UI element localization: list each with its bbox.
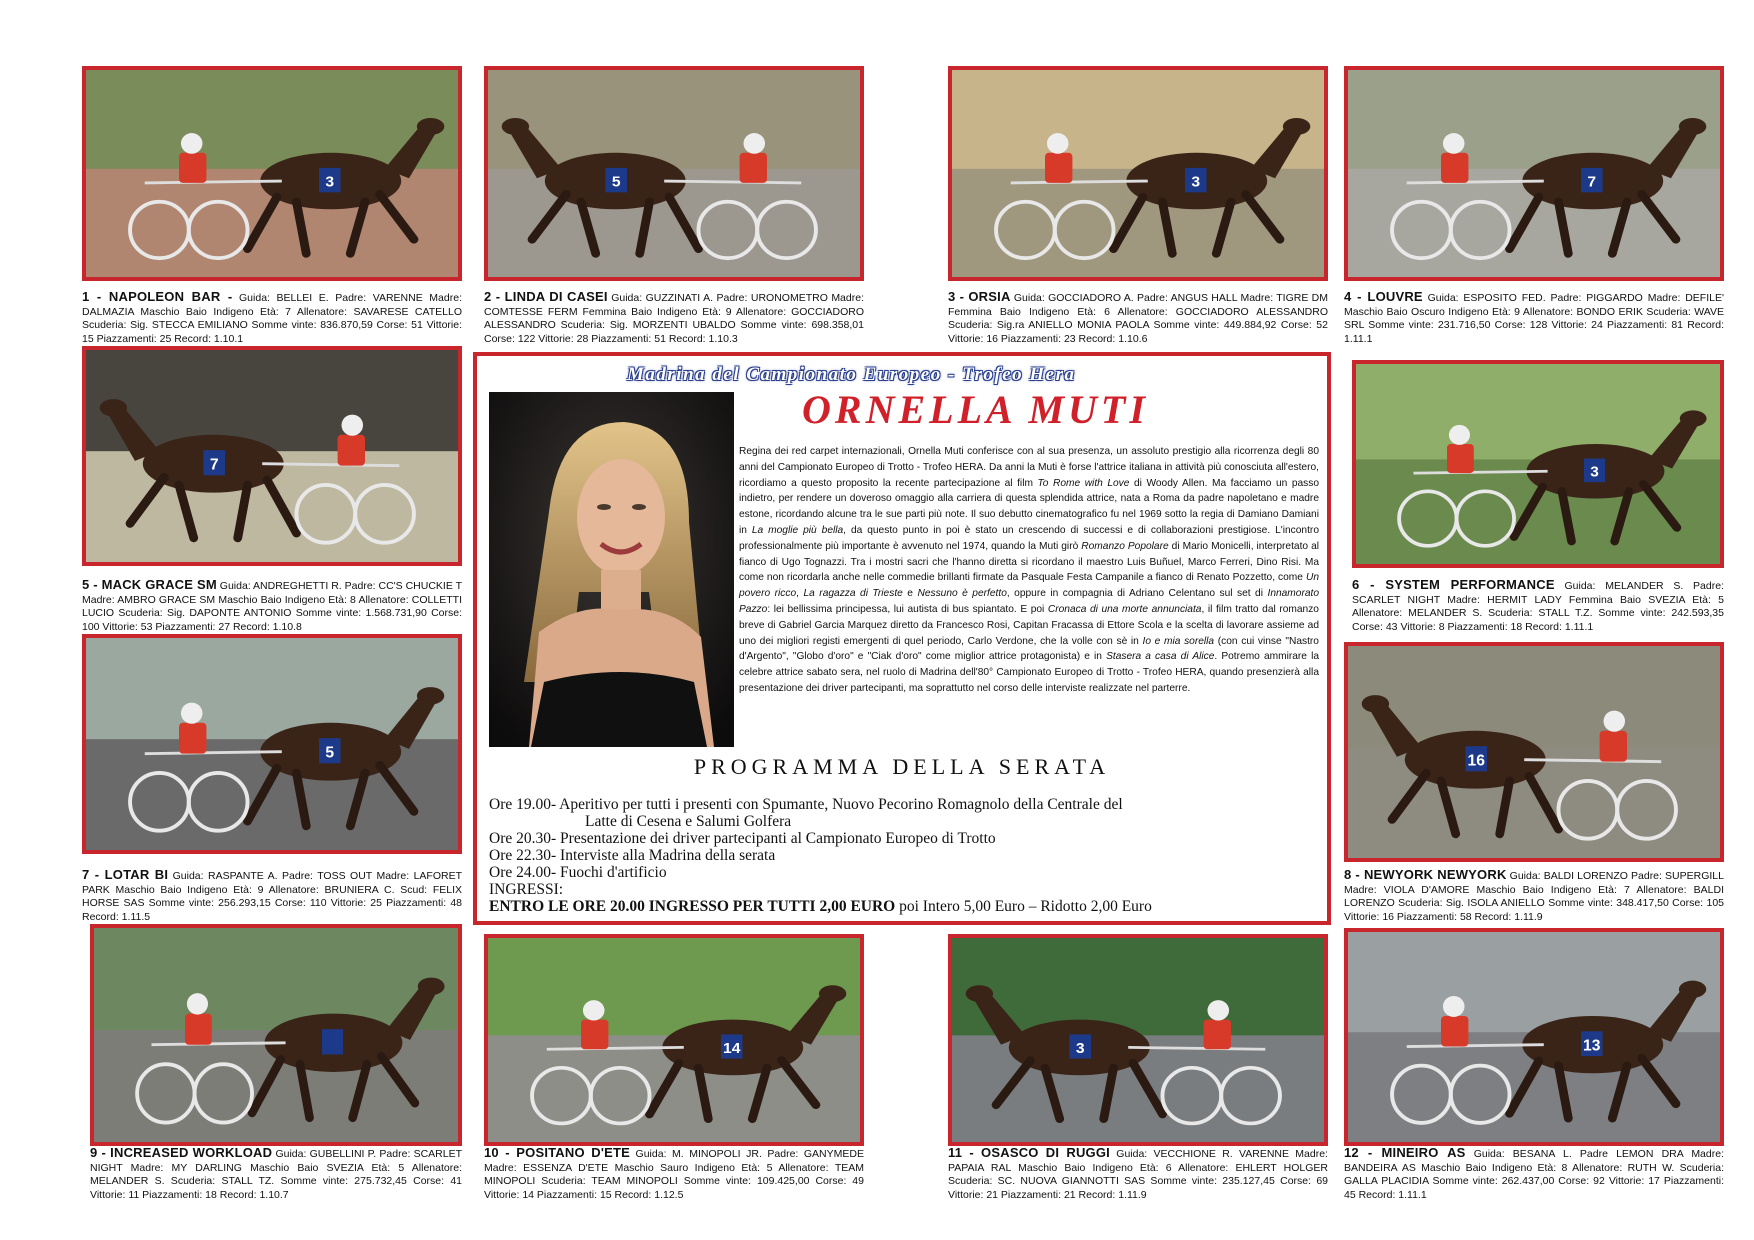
horse-name: 10 - POSITANO D'ETE [484, 1145, 630, 1160]
bio-text: di Woody Allen. Ma facciamo un passo indietro, per rendere un doveroso omaggio alla carriera di questa splendida attrice, nata a Roma da padre napoletano e madre estone, ricordando alcune tra le sue parti più note. Il suo debutto cinematografico fu nel 1969 sotto la regia di Damiano Damiani in [739, 477, 1320, 536]
programme-title: PROGRAMMA DELLA SERATA [693, 754, 1111, 779]
horse-name: 2 - LINDA DI CASEI [484, 289, 608, 304]
ingressi-prices [489, 898, 1319, 915]
horse-details: Guida: BESANA L. Padre LEMON DRA Madre: BANDEIRA AS Maschio Baio Indigeno Età: 8 Allenatore: RUTH W. Scuderia: GALLA PLACIDIA Somme vinte: 262.437,00 Corse: 92 Vittorie: 17 Piazzamenti: 45 Record: 1.11.1 [1344, 1148, 1724, 1201]
bio-text: : lei bellissima principessa, lui autista di bus spiantato. E poi [767, 603, 1048, 615]
horse-details: Guida: BALDI LORENZO Padre: SUPERGILL Madre: VIOLA D'AMORE Maschio Baio Indigeno Età: 7 Allenatore: BALDI LORENZO Scuderia: Sig. ISOLA ANIELLO Somme vinte: 348.417,50 Corse: 105 Vittorie: 16 Piazzamenti: 58 Record: 1.11.9 [1344, 870, 1724, 923]
horse-caption [82, 578, 462, 634]
horse-photo [90, 924, 462, 1146]
bio-text: , il film tratto dal romanzo breve di Gabriel Garcia Marquez diretto da Francesco Rosi, Capitan Fracassa di Ettore Scola e la scelta di lavorare assieme ad uno dei migliori registi emergenti di quel periodo, Carlo Verdone, che la volle con sè in [739, 603, 1319, 647]
horse-name: 1 - NAPOLEON BAR - [82, 289, 233, 304]
film-title: Romanzo Popolare [1081, 540, 1169, 552]
portrait-photo [489, 392, 734, 747]
ingressi-rest: poi Intero 5,00 Euro – Ridotto 2,00 Euro [895, 898, 1152, 915]
horse-name: 7 - LOTAR BI [82, 867, 169, 882]
film-title: To Rome with Love [1037, 477, 1130, 489]
horse-name: 11 - OSASCO DI RUGGI [948, 1145, 1110, 1160]
horse-photo [1344, 928, 1724, 1146]
horse-details: Guida: MELANDER S. Padre: SCARLET NIGHT Madre: HERMIT LADY Femmina Baio SVEZIA Età: 5 Allenatore: MELANDER S. Scuderia: STALL T.Z. Somme vinte: 242.593,35 Corse: 43 Vittorie: 8 Piazzamenti: 18 Record: 1.11.1 [1352, 580, 1724, 633]
programme-time: Ore 22.30 [489, 847, 551, 864]
horse-name: 8 - NEWYORK NEWYORK [1344, 867, 1507, 882]
banner-title: Madrina del Campionato Europeo - Trofeo Hera [627, 364, 1076, 385]
programme-item [489, 796, 1319, 813]
horse-details: Guida: ESPOSITO FED. Padre: PIGGARDO Madre: DEFILE' Maschio Baio Oscuro Indigeno Età: 9 Allenatore: BONDO ERIK Scuderia: WAVE SRL Somme vinte: 231.716,50 Corse: 128 Vittorie: 24 Piazzamenti: 81 Record: 1.11.1 [1344, 292, 1724, 345]
bio-text: e [902, 588, 918, 600]
programme-time: Ore 24.00 [489, 864, 551, 881]
film-title: Cronaca di una morte annunciata [1047, 603, 1202, 615]
saddle-number: 13 [1583, 1037, 1601, 1055]
bio-text: , [796, 588, 804, 600]
programme-item [489, 864, 1319, 881]
ingressi-label: INGRESSI: [489, 881, 564, 898]
horse-photo [82, 346, 462, 566]
film-title: Io e mia sorella [1142, 635, 1215, 647]
horse-caption [948, 290, 1328, 346]
film-title: Un povero ricco [739, 572, 1319, 600]
horse-details: Guida: GOCCIADORO A. Padre: ANGUS HALL Madre: TIGRE DM Femmina Baio Indigeno Età: 6 Allenatore: GOCCIADORO ALESSANDRO Scuderia: Sig.ra ANIELLO MONIA PAOLA Somme vinte: 449.884,92 Corse: 52 Vittorie: 16 Piazzamenti: 23 Record: 1.10.6 [948, 292, 1328, 345]
feature-box [473, 352, 1331, 925]
horse-details: Guida: GUBELLINI P. Padre: SCARLET NIGHT Madre: MY DARLING Maschio Baio SVEZIA Età: 5 Allenatore: MELANDER S. Scuderia: STALL TZ. Somme vinte: 275.732,45 Corse: 41 Vittorie: 11 Piazzamenti: 18 Record: 1.10.7 [90, 1148, 462, 1201]
programme-text: - Interviste alla Madrina della serata [551, 847, 776, 864]
programme-time: Ore 20.30 [489, 830, 551, 847]
ingressi-bold: ENTRO LE ORE 20.00 INGRESSO PER TUTTI 2,00 EURO [489, 898, 896, 915]
saddle-number: 16 [1467, 752, 1485, 770]
bio-text: , oppure in compagnia di Adriano Celentano sul set di [1006, 588, 1268, 600]
horse-caption [484, 290, 864, 346]
horse-photo [948, 934, 1328, 1146]
biography-text [739, 444, 1319, 697]
horse-details: Guida: RASPANTE A. Padre: TOSS OUT Madre: LAFORET PARK Maschio Baio Indigeno Età: 9 Allenatore: BRUNIERA C. Scud: FELIX HORSE SAS Somme vinte: 256.293,15 Corse: 110 Vittorie: 25 Piazzamenti: 48 Record: 1.11.5 [82, 870, 462, 923]
horse-caption [90, 1146, 462, 1202]
horse-photo [1352, 360, 1724, 568]
horse-name: 12 - MINEIRO AS [1344, 1145, 1466, 1160]
saddle-number: 5 [325, 744, 335, 762]
horse-caption [948, 1146, 1328, 1202]
programme-text: - Fuochi d'artificio [551, 864, 667, 881]
film-title: Stasera a casa di Alice [1106, 651, 1215, 663]
horse-details: Guida: VECCHIONE R. VARENNE Madre: PAPAIA RAL Maschio Baio Indigeno Età: 6 Allenatore: EHLERT HOLGER Scuderia: SC. NUOVA GIANNOTTI SAS Somme vinte: 235.127,45 Corse: 69 Vittorie: 21 Piazzamenti: 21 Record: 1.11.9 [948, 1148, 1328, 1201]
programme-text: - Aperitivo per tutti i presenti con Spumante, Nuovo Pecorino Romagnolo della Centrale del [551, 796, 1123, 813]
horse-photo [82, 66, 462, 281]
bio-text: (con cui vinse "Nastro d'Argento", "Globo d'oro" e "Ciak d'oro" come miglior attrice protagonista) e in [739, 635, 1319, 663]
horse-caption [1344, 290, 1724, 346]
programme-item [489, 847, 1319, 864]
horse-caption [1344, 868, 1724, 924]
film-title: Nessuno è perfetto [917, 588, 1007, 600]
horse-caption [82, 868, 462, 924]
horse-photo [82, 634, 462, 854]
saddle-number: 14 [723, 1040, 741, 1057]
saddle-number: 3 [1075, 1040, 1085, 1057]
saddle-number: 5 [611, 173, 621, 191]
horse-photo [484, 934, 864, 1146]
horse-name: 3 - ORSIA [948, 289, 1011, 304]
horse-photo [948, 66, 1328, 281]
programme-time: Ore 19.00 [489, 796, 551, 813]
horse-caption [1352, 578, 1724, 634]
bio-text: di Mario Monicelli, interpretato al fianco di Ugo Tognazzi. Tra i mostri sacri che l'hanno diretta si ricordano il maestro Luis Buñuel, Marco Ferreri, Dino Risi. Ma come non ricordarla anche nelle commedie brillanti firmate da Pasquale Festa Campanile a fianco di Renato Pozzetto, come [739, 540, 1319, 584]
horse-details: Guida: BELLEI E. Padre: VARENNE Madre: DALMAZIA Maschio Baio Indigeno Età: 7 Allenatore: SAVARESE CATELLO Scuderia: Sig. STECCA EMILIANO Somme vinte: 836.870,59 Corse: 51 Vittorie: 15 Piazzamenti: 25 Record: 1.10.1 [82, 292, 462, 345]
programme-text-cont: Latte di Cesena e Salumi Golfera [585, 813, 792, 830]
horse-caption [484, 1146, 864, 1202]
film-title: Innamorato Pazzo [739, 588, 1320, 615]
horse-photo [1344, 66, 1724, 281]
star-name: ORNELLA MUTI [802, 387, 1149, 432]
film-title: La ragazza di Trieste [803, 588, 903, 600]
saddle-number: 3 [325, 173, 335, 191]
horse-details: Guida: GUZZINATI A. Padre: URONOMETRO Madre: COMTESSE FERM Femmina Baio Indigeno Età: 9 Allenatore: GOCCIADORO ALESSANDRO Scuderia: Sig. MORZENTI UBALDO Somme vinte: 698.358,01 Corse: 122 Vittorie: 28 Piazzamenti: 51 Record: 1.10.3 [484, 292, 864, 345]
programme-item [489, 830, 1319, 847]
horse-details: Guida: ANDREGHETTI R. Padre: CC'S CHUCKIE T Madre: AMBRO GRACE SM Maschio Baio Indigeno Età: 8 Allenatore: COLLETTI LUCIO Scuderia: Sig. DAPONTE ANTONIO Somme vinte: 1.568.731,90 Corse: 100 Vittorie: 53 Piazzamenti: 27 Record: 1.10.8 [82, 580, 462, 633]
horse-name: 6 - SYSTEM PERFORMANCE [1352, 577, 1555, 592]
horse-name: 9 - INCREASED WORKLOAD [90, 1145, 273, 1160]
film-title: La moglie più bella [751, 524, 844, 536]
programme-list [489, 796, 1319, 915]
horse-name: 4 - LOUVRE [1344, 289, 1423, 304]
programme-text: - Presentazione dei driver partecipanti al Campionato Europeo di Trotto [551, 830, 996, 847]
horse-details: Guida: M. MINOPOLI JR. Padre: GANYMEDE Madre: ESSENZA D'ETE Maschio Sauro Indigeno Età: 5 Allenatore: TEAM MINOPOLI Scuderia: TEAM MINOPOLI Somme vinte: 109.425,00 Corse: 49 Vittorie: 14 Piazzamenti: 15 Record: 1.12.5 [484, 1148, 864, 1201]
saddle-number: 7 [209, 456, 219, 474]
bio-text: Regina dei red carpet internazionali, Ornella Muti conferisce con al sua presenza, un assoluto prestigio alla ricorrenza degli 80 anni del Campionato Europeo di Trotto - Trofeo HERA. Da anni la Muti è forse l'attrice italiana in attività più conosciuta all'estero, ricordiamo a questo proposito la recente partecipazione al film [739, 446, 1319, 489]
horse-photo [1344, 642, 1724, 862]
bio-text: . Potremo ammirare la celebre attrice sabato sera, nel ruolo di Madrina dell'80° Campionato Europeo di Trotto - Trofeo HERA, quando presenzierà alla presentazione dei driver partecipanti, ma soprattutto nel corso delle interviste realizzate nel parterre. [739, 651, 1319, 694]
saddle-number: 3 [1590, 464, 1599, 481]
horse-caption [1344, 1146, 1724, 1202]
saddle-number: 7 [1587, 173, 1597, 191]
bio-text: , da questo punto in poi è stato un crescendo di successi e di collaborazioni prestigiose. L'incontro professionalmente più importante è avvenuto nel 1974, quando la Muti girò [739, 524, 1319, 552]
horse-name: 5 - MACK GRACE SM [82, 577, 217, 592]
horse-photo [484, 66, 864, 281]
saddle-number: 3 [1191, 173, 1201, 191]
horse-caption [82, 290, 462, 346]
